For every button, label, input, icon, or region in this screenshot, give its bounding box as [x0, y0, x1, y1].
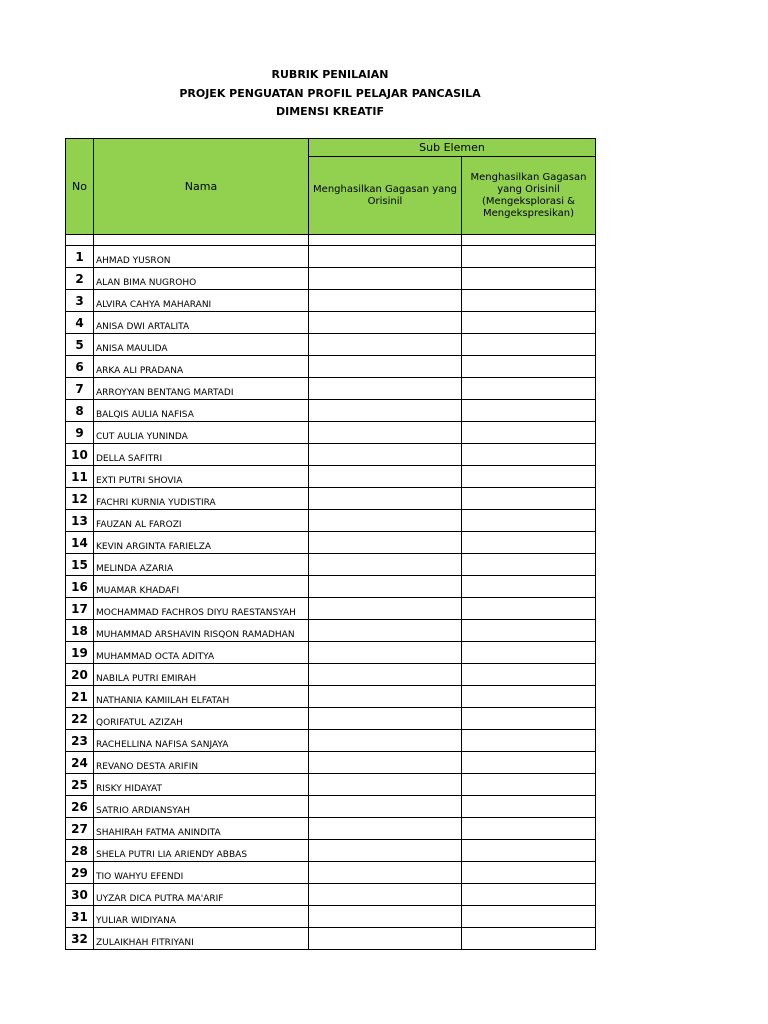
score-cell-criterion-2[interactable] — [462, 554, 596, 576]
score-cell-criterion-1[interactable] — [309, 664, 462, 686]
score-cell-criterion-2[interactable] — [462, 246, 596, 268]
student-number: 11 — [66, 466, 94, 488]
table-row — [66, 466, 596, 488]
student-number: 31 — [66, 906, 94, 928]
table-row — [66, 928, 596, 950]
student-number: 9 — [66, 422, 94, 444]
table-row — [66, 840, 596, 862]
score-cell-criterion-1[interactable] — [309, 576, 462, 598]
student-number: 25 — [66, 774, 94, 796]
table-row — [66, 730, 596, 752]
student-number: 5 — [66, 334, 94, 356]
table-row — [66, 642, 596, 664]
score-cell-criterion-1[interactable] — [309, 312, 462, 334]
title-line-3: DIMENSI KREATIF — [275, 105, 384, 118]
score-cell-criterion-2[interactable] — [462, 840, 596, 862]
score-cell-criterion-1[interactable] — [309, 840, 462, 862]
score-cell-criterion-1[interactable] — [309, 708, 462, 730]
student-number: 22 — [66, 708, 94, 730]
score-cell-criterion-1[interactable] — [309, 378, 462, 400]
score-cell-criterion-2[interactable] — [462, 796, 596, 818]
score-cell-criterion-1[interactable] — [309, 686, 462, 708]
table-row — [66, 312, 596, 334]
score-cell-criterion-1[interactable] — [309, 774, 462, 796]
table-row — [66, 246, 596, 268]
score-cell-criterion-2[interactable] — [462, 642, 596, 664]
student-number: 12 — [66, 488, 94, 510]
student-number: 2 — [66, 268, 94, 290]
table-row — [66, 334, 596, 356]
student-number: 17 — [66, 598, 94, 620]
score-cell-criterion-1[interactable] — [309, 554, 462, 576]
header-no: No — [66, 139, 94, 235]
table-row — [66, 686, 596, 708]
score-cell-criterion-1[interactable] — [309, 752, 462, 774]
student-name: RACHELLINA NAFISA SANJAYA — [94, 730, 309, 752]
score-cell-criterion-1[interactable] — [309, 444, 462, 466]
table-row — [66, 510, 596, 532]
header-name: Nama — [94, 139, 309, 235]
student-name: RISKY HIDAYAT — [94, 774, 309, 796]
score-cell-criterion-2[interactable] — [462, 884, 596, 906]
score-cell-criterion-1[interactable] — [309, 268, 462, 290]
student-name: ARROYYAN BENTANG MARTADI — [94, 378, 309, 400]
student-number: 7 — [66, 378, 94, 400]
score-cell-criterion-1[interactable] — [309, 400, 462, 422]
rubric-table — [65, 138, 596, 950]
score-cell-criterion-1[interactable] — [309, 290, 462, 312]
score-cell-criterion-1[interactable] — [309, 356, 462, 378]
student-number: 3 — [66, 290, 94, 312]
score-cell-criterion-2[interactable] — [462, 620, 596, 642]
score-cell-criterion-2[interactable] — [462, 268, 596, 290]
score-cell-criterion-1[interactable] — [309, 422, 462, 444]
score-cell-criterion-1[interactable] — [309, 884, 462, 906]
student-number: 27 — [66, 818, 94, 840]
student-name: REVANO DESTA ARIFIN — [94, 752, 309, 774]
score-cell-criterion-1[interactable] — [309, 862, 462, 884]
table-row — [66, 752, 596, 774]
score-cell-criterion-1[interactable] — [309, 906, 462, 928]
score-cell-criterion-2[interactable] — [462, 928, 596, 950]
student-name: FAUZAN AL FAROZI — [94, 510, 309, 532]
student-number: 6 — [66, 356, 94, 378]
score-cell-criterion-2[interactable] — [462, 686, 596, 708]
student-number: 32 — [66, 928, 94, 950]
table-row — [66, 906, 596, 928]
table-row — [66, 774, 596, 796]
score-cell-criterion-2[interactable] — [462, 312, 596, 334]
score-cell-criterion-2[interactable] — [462, 752, 596, 774]
score-cell-criterion-2[interactable] — [462, 532, 596, 554]
score-cell-criterion-2[interactable] — [462, 422, 596, 444]
table-row — [66, 356, 596, 378]
student-name: NATHANIA KAMIILAH ELFATAH — [94, 686, 309, 708]
header-sub-elemen: Sub Elemen — [309, 139, 596, 157]
score-cell-criterion-1[interactable] — [309, 532, 462, 554]
student-number: 26 — [66, 796, 94, 818]
score-cell-criterion-1[interactable] — [309, 246, 462, 268]
student-number: 4 — [66, 312, 94, 334]
student-number: 15 — [66, 554, 94, 576]
student-name: MUAMAR KHADAFI — [94, 576, 309, 598]
score-cell-criterion-1[interactable] — [309, 488, 462, 510]
table-row — [66, 532, 596, 554]
score-cell-criterion-2[interactable] — [462, 510, 596, 532]
title-line-2: PROJEK PENGUATAN PROFIL PELAJAR PANCASILA — [179, 86, 481, 100]
student-number: 30 — [66, 884, 94, 906]
spacer-row — [66, 235, 596, 246]
student-name: BALQIS AULIA NAFISA — [94, 400, 309, 422]
score-cell-criterion-2[interactable] — [462, 488, 596, 510]
table-row — [66, 378, 596, 400]
table-row — [66, 598, 596, 620]
score-cell-criterion-2[interactable] — [462, 730, 596, 752]
table-row — [66, 554, 596, 576]
score-cell-criterion-1[interactable] — [309, 730, 462, 752]
student-number: 13 — [66, 510, 94, 532]
score-cell-criterion-1[interactable] — [309, 620, 462, 642]
student-name: EXTI PUTRI SHOVIA — [94, 466, 309, 488]
score-cell-criterion-1[interactable] — [309, 334, 462, 356]
table-row — [66, 796, 596, 818]
student-name: SHELA PUTRI LIA ARIENDY ABBAS — [94, 840, 309, 862]
student-name: SHAHIRAH FATMA ANINDITA — [94, 818, 309, 840]
student-number: 29 — [66, 862, 94, 884]
title-line-1: RUBRIK PENILAIAN — [271, 68, 389, 81]
student-name: KEVIN ARGINTA FARIELZA — [94, 532, 309, 554]
student-name: UYZAR DICA PUTRA MA'ARIF — [94, 884, 309, 906]
score-cell-criterion-1[interactable] — [309, 928, 462, 950]
student-number: 1 — [66, 246, 94, 268]
score-cell-criterion-1[interactable] — [309, 466, 462, 488]
score-cell-criterion-2[interactable] — [462, 378, 596, 400]
score-cell-criterion-1[interactable] — [309, 796, 462, 818]
student-number: 10 — [66, 444, 94, 466]
student-name: ARKA ALI PRADANA — [94, 356, 309, 378]
header-criterion-2: Menghasilkan Gagasan yang Orisinil (Mengeksplorasi & Mengekspresikan) — [462, 157, 596, 235]
score-cell-criterion-2[interactable] — [462, 664, 596, 686]
table-row — [66, 884, 596, 906]
student-name: ZULAIKHAH FITRIYANI — [94, 928, 309, 950]
student-name: ALAN BIMA NUGROHO — [94, 268, 309, 290]
table-row — [66, 576, 596, 598]
score-cell-criterion-2[interactable] — [462, 466, 596, 488]
table-row — [66, 290, 596, 312]
student-name: CUT AULIA YUNINDA — [94, 422, 309, 444]
student-number: 14 — [66, 532, 94, 554]
score-cell-criterion-1[interactable] — [309, 598, 462, 620]
student-number: 23 — [66, 730, 94, 752]
score-cell-criterion-1[interactable] — [309, 510, 462, 532]
student-name: MUHAMMAD ARSHAVIN RISQON RAMADHAN — [94, 620, 309, 642]
table-row — [66, 708, 596, 730]
score-cell-criterion-1[interactable] — [309, 642, 462, 664]
score-cell-criterion-2[interactable] — [462, 818, 596, 840]
score-cell-criterion-2[interactable] — [462, 862, 596, 884]
student-name: MUHAMMAD OCTA ADITYA — [94, 642, 309, 664]
student-name: YULIAR WIDIYANA — [94, 906, 309, 928]
table-header — [66, 139, 596, 235]
score-cell-criterion-2[interactable] — [462, 774, 596, 796]
score-cell-criterion-1[interactable] — [309, 818, 462, 840]
table-row — [66, 818, 596, 840]
student-name: QORIFATUL AZIZAH — [94, 708, 309, 730]
student-list — [66, 235, 596, 950]
score-cell-criterion-2[interactable] — [462, 576, 596, 598]
student-number: 19 — [66, 642, 94, 664]
student-name: FACHRI KURNIA YUDISTIRA — [94, 488, 309, 510]
student-name: SATRIO ARDIANSYAH — [94, 796, 309, 818]
student-name: MELINDA AZARIA — [94, 554, 309, 576]
student-number: 21 — [66, 686, 94, 708]
score-cell-criterion-2[interactable] — [462, 290, 596, 312]
table-row — [66, 422, 596, 444]
score-cell-criterion-2[interactable] — [462, 400, 596, 422]
table-row — [66, 488, 596, 510]
student-name: ANISA DWI ARTALITA — [94, 312, 309, 334]
table-row — [66, 444, 596, 466]
score-cell-criterion-2[interactable] — [462, 444, 596, 466]
table-row — [66, 268, 596, 290]
student-name: MOCHAMMAD FACHROS DIYU RAESTANSYAH — [94, 598, 309, 620]
header-criterion-1: Menghasilkan Gagasan yang Orisinil — [309, 157, 462, 235]
student-name: AHMAD YUSRON — [94, 246, 309, 268]
student-name: DELLA SAFITRI — [94, 444, 309, 466]
student-name: ANISA MAULIDA — [94, 334, 309, 356]
student-name: ALVIRA CAHYA MAHARANI — [94, 290, 309, 312]
score-cell-criterion-2[interactable] — [462, 356, 596, 378]
student-number: 16 — [66, 576, 94, 598]
student-name: TIO WAHYU EFENDI — [94, 862, 309, 884]
table-row — [66, 664, 596, 686]
score-cell-criterion-2[interactable] — [462, 598, 596, 620]
document-title — [0, 66, 660, 122]
score-cell-criterion-2[interactable] — [462, 906, 596, 928]
student-number: 24 — [66, 752, 94, 774]
student-number: 8 — [66, 400, 94, 422]
score-cell-criterion-2[interactable] — [462, 708, 596, 730]
table-row — [66, 400, 596, 422]
student-number: 18 — [66, 620, 94, 642]
table-row — [66, 862, 596, 884]
student-number: 28 — [66, 840, 94, 862]
student-name: NABILA PUTRI EMIRAH — [94, 664, 309, 686]
student-number: 20 — [66, 664, 94, 686]
score-cell-criterion-2[interactable] — [462, 334, 596, 356]
table-row — [66, 620, 596, 642]
